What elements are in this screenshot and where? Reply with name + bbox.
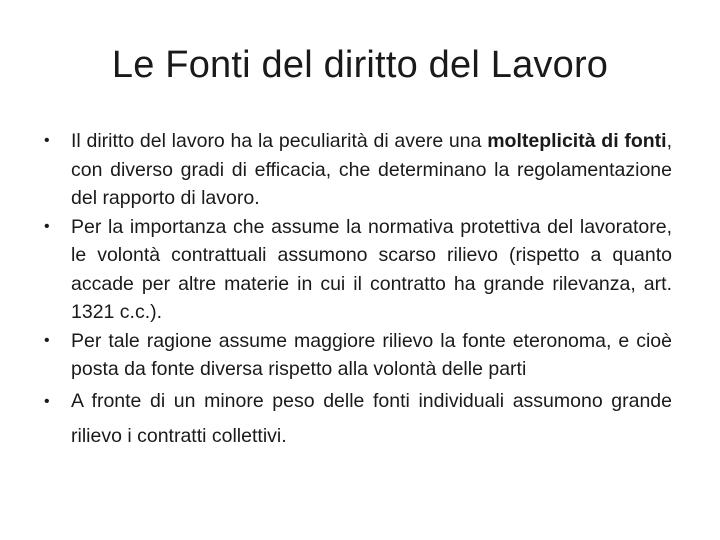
bullet-marker: • (44, 132, 50, 149)
bullet-marker: • (44, 217, 50, 235)
bullet-item-2 (44, 213, 672, 327)
slide-title: Le Fonti del diritto del Lavoro (111, 44, 609, 86)
bullet-text-1a: Il diritto del lavoro ha la peculiarità di avere una (71, 130, 488, 152)
bullet-item-4 (44, 384, 672, 454)
bullet-list (44, 127, 672, 454)
bullet-text-1-bold: molteplicità di fonti (487, 130, 667, 152)
bullet-text-3: Per tale ragione assume maggiore rilievo la fonte eteronoma, e cioè posta da fonte diversa rispetto alla volontà delle parti (71, 329, 672, 380)
bullet-text-4: A fronte di un minore peso delle fonti individuali assumono grande rilievo i contratti collettivi. (71, 389, 672, 447)
bullet-item-3 (44, 327, 672, 384)
bullet-marker: • (44, 331, 50, 349)
bullet-text-2: Per la importanza che assume la normativa protettiva del lavoratore, le volontà contrattuali assumono scarso rilievo (rispetto a quanto accade per altre materie in cui il contratto ha grande rilevanza, art. 1321 c.c.). (71, 215, 672, 323)
bullet-item-1 (44, 127, 672, 213)
bullet-marker: • (44, 392, 50, 410)
bullet-text-1b: , con diverso gradi di efficacia, che determinano la regolamentazione del rapporto di lavoro. (71, 130, 672, 209)
